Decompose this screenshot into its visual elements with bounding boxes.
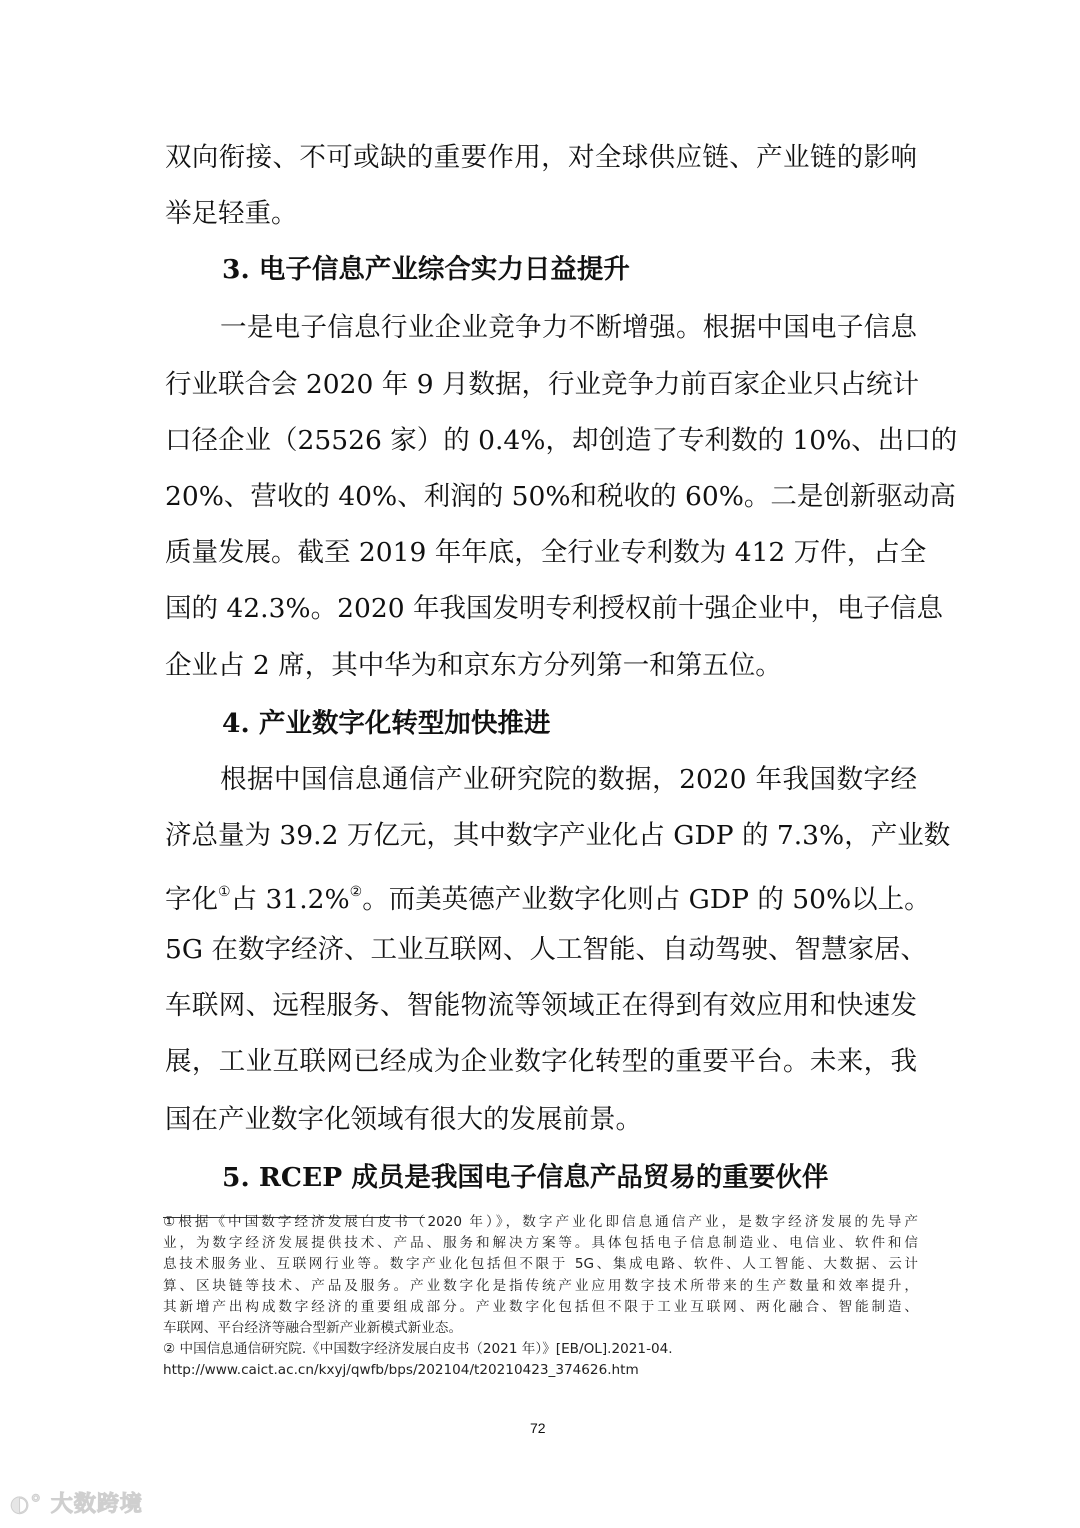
section-heading-5: 5. RCEP 成员是我国电子信息产品贸易的重要伙伴 — [222, 1162, 829, 1193]
footnote-line: 车联网、平台经济等融合型新产业新模式新业态。 — [163, 1320, 463, 1336]
body-line: 5G 在数字经济、工业互联网、人工智能、自动驾驶、智慧家居、 — [165, 934, 927, 965]
body-line: 车联网、远程服务、智能物流等领域正在得到有效应用和快速发 — [165, 990, 917, 1021]
footnote-line: 算、区块链等技术、产品及服务。产业数字化是指传统产业应用数字技术所带来的生产数量和效率提升， — [163, 1278, 918, 1294]
footnote-ref-2[interactable]: ② — [349, 884, 363, 900]
footnote-line: 业，为数字经济发展提供技术、产品、服务和解决方案等。具体包括电子信息制造业、电信业、软件和信 — [163, 1235, 918, 1251]
footnote-line: 息技术服务业、互联网行业等。数字产业化包括但不限于 5G、集成电路、软件、人工智能、大数据、云计 — [163, 1256, 918, 1272]
footnote-line: 其新增产出构成数字经济的重要组成部分。产业数字化包括但不限于工业互联网、两化融合、智能制造、 — [163, 1299, 918, 1315]
body-line: 质量发展。截至 2019 年年底，全行业专利数为 412 万件，占全 — [165, 537, 927, 568]
text: 占 31.2% — [230, 884, 350, 915]
text: 字化 — [165, 884, 218, 915]
body-line: 举足轻重。 — [165, 198, 298, 229]
body-line: 企业占 2 席，其中华为和京东方分列第一和第五位。 — [165, 650, 782, 681]
watermark-logo: ◐° 大数跨境 — [10, 1492, 143, 1517]
body-line: 国在产业数字化领域有很大的发展前景。 — [165, 1104, 642, 1135]
footnote-ref-1[interactable]: ① — [218, 884, 231, 900]
body-line: 展，工业互联网已经成为企业数字化转型的重要平台。未来，我 — [165, 1046, 917, 1077]
body-line: 根据中国信息通信产业研究院的数据，2020 年我国数字经 — [220, 764, 917, 795]
footnote-line: ①根据《中国数字经济发展白皮书（2020 年）》，数字产业化即信息通信产业，是数字经济发展的先导产 — [163, 1214, 918, 1230]
section-heading-4: 4. 产业数字化转型加快推进 — [222, 708, 551, 739]
body-line: 行业联合会 2020 年 9 月数据，行业竞争力前百家企业只占统计 — [165, 369, 919, 400]
body-line: 双向衔接、不可或缺的重要作用，对全球供应链、产业链的影响 — [165, 142, 917, 173]
watermark-text: 大数跨境 — [50, 1492, 143, 1517]
footnote-url[interactable]: http://www.caict.ac.cn/kxyj/qwfb/bps/202104/t20210423_374626.htm — [163, 1362, 639, 1378]
body-line: 济总量为 39.2 万亿元，其中数字产业化占 GDP 的 7.3%，产业数 — [165, 820, 951, 851]
text: 。而美英德产业数字化则占 GDP 的 50%以上。 — [362, 884, 931, 915]
body-line: 20%、营收的 40%、利润的 50%和税收的 60%。二是创新驱动高 — [165, 481, 956, 512]
body-line — [165, 875, 931, 917]
body-line: 口径企业（25526 家）的 0.4%，却创造了专利数的 10%、出口的 — [165, 425, 958, 456]
section-heading-3: 3. 电子信息产业综合实力日益提升 — [222, 254, 630, 285]
body-line: 国的 42.3%。2020 年我国发明专利授权前十强企业中，电子信息 — [165, 593, 943, 624]
footnote-line: ② 中国信息通信研究院.《中国数字经济发展白皮书（2021 年）》[EB/OL].2021-04. — [163, 1341, 673, 1357]
body-line: 一是电子信息行业企业竞争力不断增强。根据中国电子信息 — [220, 312, 917, 343]
page-number: 72 — [530, 1420, 546, 1436]
